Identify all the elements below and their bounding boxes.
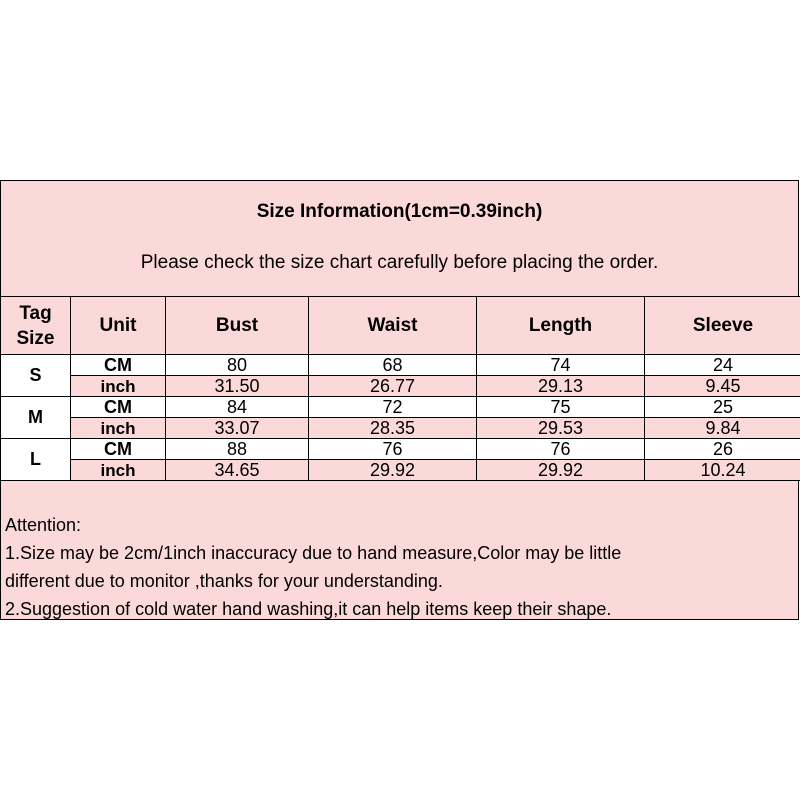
tag-size-header [1, 297, 71, 355]
tag-size-header-line2: Size [16, 327, 55, 349]
bust-cell: 80 [166, 355, 309, 376]
unit-cell: CM [71, 397, 166, 418]
attention-heading: Attention: [5, 515, 82, 535]
length-cell: 75 [477, 397, 645, 418]
bust-cell: 33.07 [166, 418, 309, 439]
waist-cell: 72 [309, 397, 477, 418]
sleeve-cell: 25 [645, 397, 800, 418]
bust-cell: 34.65 [166, 460, 309, 481]
length-cell: 29.92 [477, 460, 645, 481]
size-chart-table [0, 296, 800, 481]
bust-cell: 84 [166, 397, 309, 418]
table-row [1, 397, 800, 418]
tag-size-cell: S [1, 355, 71, 397]
table-row [1, 355, 800, 376]
attention-notes [5, 511, 795, 623]
sleeve-cell: 10.24 [645, 460, 800, 481]
waist-header: Waist [309, 297, 477, 355]
waist-cell: 26.77 [309, 376, 477, 397]
unit-cell: inch [71, 460, 166, 481]
unit-cell: inch [71, 418, 166, 439]
table-header-row [1, 297, 800, 355]
attention-line: different due to monitor ,thanks for your understanding. [5, 571, 443, 591]
length-cell: 74 [477, 355, 645, 376]
length-header: Length [477, 297, 645, 355]
sleeve-cell: 9.45 [645, 376, 800, 397]
bust-header: Bust [166, 297, 309, 355]
length-cell: 29.53 [477, 418, 645, 439]
size-info-sheet [0, 180, 799, 620]
table-row [1, 439, 800, 460]
bust-cell: 31.50 [166, 376, 309, 397]
size-info-title: Size Information(1cm=0.39inch) [256, 201, 543, 222]
length-cell: 76 [477, 439, 645, 460]
attention-line: 2.Suggestion of cold water hand washing,it can help items keep their shape. [5, 599, 612, 619]
unit-cell: inch [71, 376, 166, 397]
waist-cell: 68 [309, 355, 477, 376]
table-row [1, 376, 800, 397]
tag-size-header-line1: Tag [19, 302, 52, 324]
unit-cell: CM [71, 439, 166, 460]
attention-line: 1.Size may be 2cm/1inch inaccuracy due to hand measure,Color may be little [5, 543, 622, 563]
waist-cell: 28.35 [309, 418, 477, 439]
sleeve-cell: 9.84 [645, 418, 800, 439]
waist-cell: 76 [309, 439, 477, 460]
sleeve-header: Sleeve [645, 297, 800, 355]
unit-cell: CM [71, 355, 166, 376]
table-row [1, 418, 800, 439]
length-cell: 29.13 [477, 376, 645, 397]
sleeve-cell: 24 [645, 355, 800, 376]
table-row [1, 460, 800, 481]
bust-cell: 88 [166, 439, 309, 460]
size-info-subtitle: Please check the size chart carefully before placing the order. [140, 252, 659, 273]
waist-cell: 29.92 [309, 460, 477, 481]
tag-size-cell: L [1, 439, 71, 481]
tag-size-cell: M [1, 397, 71, 439]
unit-header: Unit [71, 297, 166, 355]
sleeve-cell: 26 [645, 439, 800, 460]
